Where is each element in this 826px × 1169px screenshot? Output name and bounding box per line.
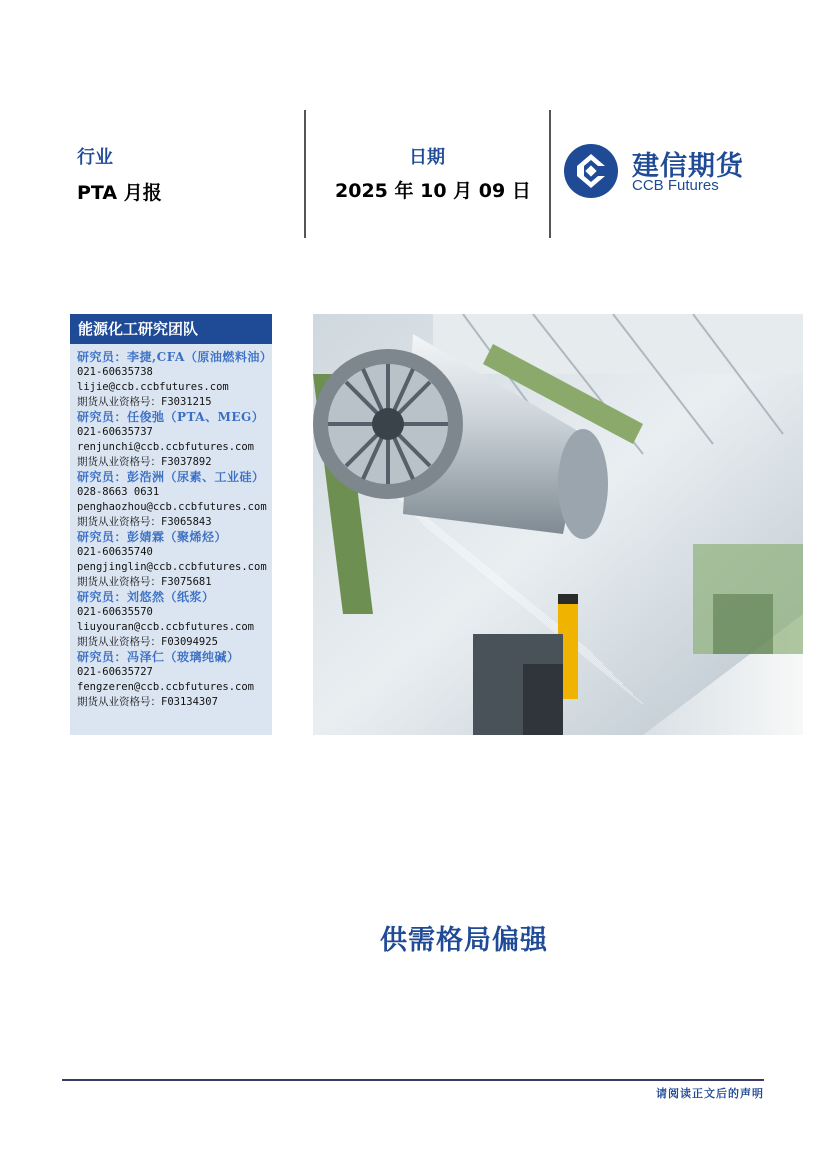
textile-machine-photo: [313, 314, 803, 735]
researcher-email: liuyouran@ccb.ccbfutures.com: [77, 621, 255, 633]
researcher-title: 研究员：彭婧霖（聚烯烃）: [77, 530, 228, 544]
researcher-title: 研究员：冯泽仁（玻璃纯碱）: [77, 650, 240, 664]
footer-rule: [62, 1079, 764, 1081]
industry-value: PTA 月报: [77, 182, 162, 204]
industry-label: 行业: [77, 147, 113, 168]
researcher-list: [77, 350, 273, 710]
researcher-license: 期货从业资格号：F03094925: [77, 636, 218, 648]
researcher-license: 期货从业资格号：F3031215: [77, 396, 212, 408]
researcher-license: 期货从业资格号：F3075681: [77, 576, 212, 588]
researcher-phone: 028-8663 0631: [77, 486, 160, 498]
researcher-email: renjunchi@ccb.ccbfutures.com: [77, 441, 255, 453]
researcher-phone: 021-60635570: [77, 606, 153, 618]
researcher-email: lijie@ccb.ccbfutures.com: [77, 381, 229, 393]
researcher-entry: [77, 650, 269, 710]
researcher-entry: [77, 470, 269, 530]
researcher-title: 研究员：彭浩洲（尿素、工业硅）: [77, 470, 265, 484]
researcher-email: penghaozhou@ccb.ccbfutures.com: [77, 501, 267, 513]
researcher-license: 期货从业资格号：F03134307: [77, 696, 218, 708]
researcher-license: 期货从业资格号：F3065843: [77, 516, 212, 528]
researcher-entry: [77, 410, 269, 470]
company-logo: [562, 142, 792, 202]
researcher-phone: 021-60635740: [77, 546, 153, 558]
research-team-panel: [70, 314, 272, 735]
researcher-email: fengzeren@ccb.ccbfutures.com: [77, 681, 255, 693]
disclaimer-note: 请阅读正文后的声明: [656, 1087, 764, 1100]
logo-chinese-name: 建信期货: [632, 151, 744, 182]
researcher-phone: 021-60635738: [77, 366, 153, 378]
date-value: 2025 年 10 月 09 日: [335, 180, 531, 202]
researcher-entry: [77, 590, 269, 650]
researcher-title: 研究员：任俊弛（PTA、MEG）: [77, 410, 265, 424]
researcher-title: 研究员：李捷,CFA（原油燃料油）: [77, 350, 273, 364]
report-title: 供需格局偏强: [380, 925, 548, 956]
researcher-entry: [77, 350, 273, 410]
team-title: 能源化工研究团队: [70, 314, 272, 344]
researcher-phone: 021-60635737: [77, 426, 153, 438]
header-divider-1: [304, 110, 306, 238]
ccb-logo-icon: [562, 142, 620, 200]
researcher-entry: [77, 530, 269, 590]
logo-english-name: CCB Futures: [632, 177, 719, 194]
researcher-phone: 021-60635727: [77, 666, 153, 678]
date-label: 日期: [409, 147, 445, 168]
header-divider-2: [549, 110, 551, 238]
researcher-title: 研究员：刘悠然（纸浆）: [77, 590, 215, 604]
researcher-license: 期货从业资格号：F3037892: [77, 456, 212, 468]
researcher-email: pengjinglin@ccb.ccbfutures.com: [77, 561, 267, 573]
